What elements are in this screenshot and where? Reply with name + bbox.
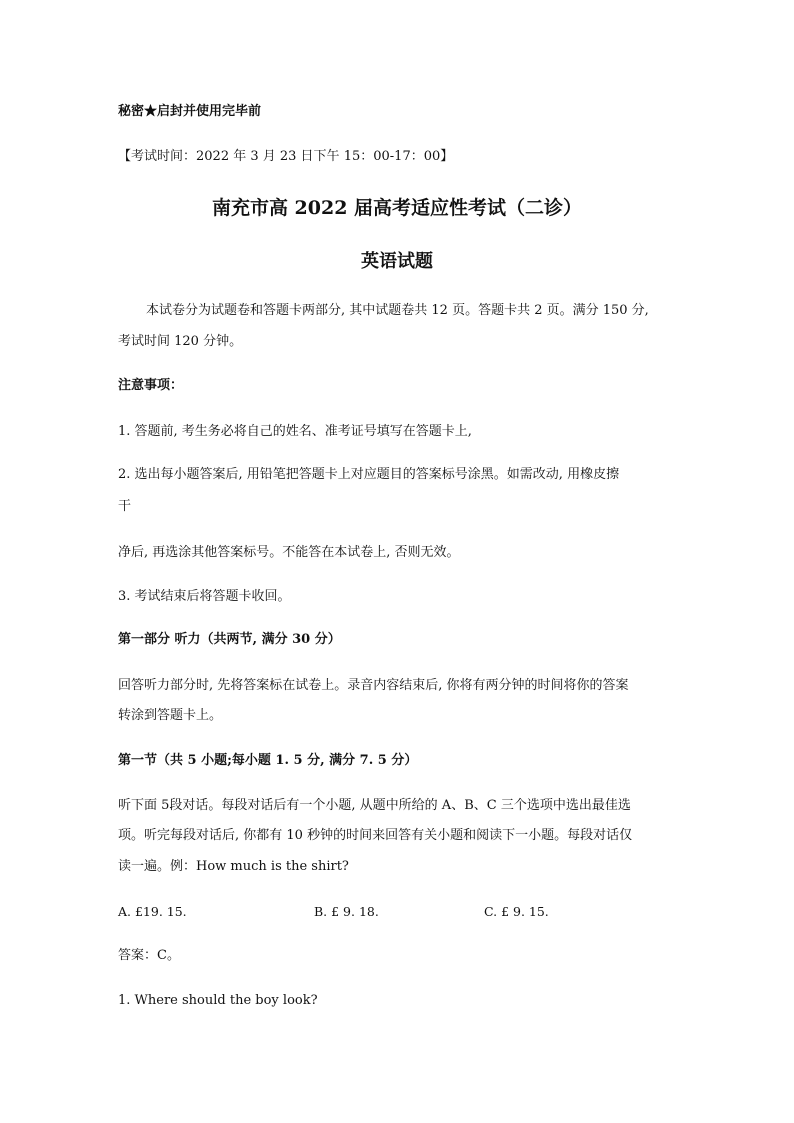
exam-time: 【考试时间：2022 年 3 月 23 日下午 15：00-17：00】 [118,149,454,164]
part1-heading: 第一部分 听力（共两节, 满分 30 分） [118,632,341,647]
section1-desc-line-3: 读一遍。例：How much is the shirt? [118,859,349,874]
confidential-label: 秘密★启封并使用完毕前 [118,104,262,119]
notes-item-2-line-1: 2. 选出每小题答案后, 用铅笔把答题卡上对应题目的答案标号涂黑。如需改动, 用橡皮擦 [118,467,620,482]
intro-line-1: 本试卷分为试题卷和答题卡两部分, 其中试题卷共 12 页。答题卡共 2 页。满分 150 分, [146,303,649,318]
notes-item-1: 1. 答题前, 考生务必将自己的姓名、准考证号填写在答题卡上, [118,424,472,439]
example-option-a: A. £19. 15. [118,904,187,919]
subject-title: 英语试题 [361,251,433,272]
question-1: 1. Where should the boy look? [118,993,318,1008]
example-option-c: C. £ 9. 15. [484,904,549,919]
part1-desc-line-1: 回答听力部分时, 先将答案标在试卷上。录音内容结束后, 你将有两分钟的时间将你的答案 [118,678,629,693]
notes-heading: 注意事项： [118,378,184,393]
section1-heading: 第一节（共 5 小题;每小题 1. 5 分, 满分 7. 5 分） [118,753,418,768]
notes-item-2-line-3: 净后, 再选涂其他答案标号。不能答在本试卷上, 否则无效。 [118,545,460,560]
section1-desc-line-1: 听下面 5段对话。每段对话后有一个小题, 从题中所给的 A、B、C 三个选项中选出最佳选 [118,798,631,813]
notes-item-3: 3. 考试结束后将答题卡收回。 [118,589,291,604]
part1-desc-line-2: 转涂到答题卡上。 [118,708,223,723]
example-option-b: B. £ 9. 18. [314,904,379,919]
exam-title: 南充市高 2022 届高考适应性考试（二诊） [211,197,583,219]
intro-line-2: 考试时间 120 分钟。 [118,334,243,349]
example-answer: 答案：C。 [118,948,180,963]
section1-desc-line-2: 项。听完每段对话后, 你都有 10 秒钟的时间来回答有关小题和阅读下一小题。每段对话仅 [118,828,633,843]
notes-item-2-line-2: 干 [118,499,132,514]
